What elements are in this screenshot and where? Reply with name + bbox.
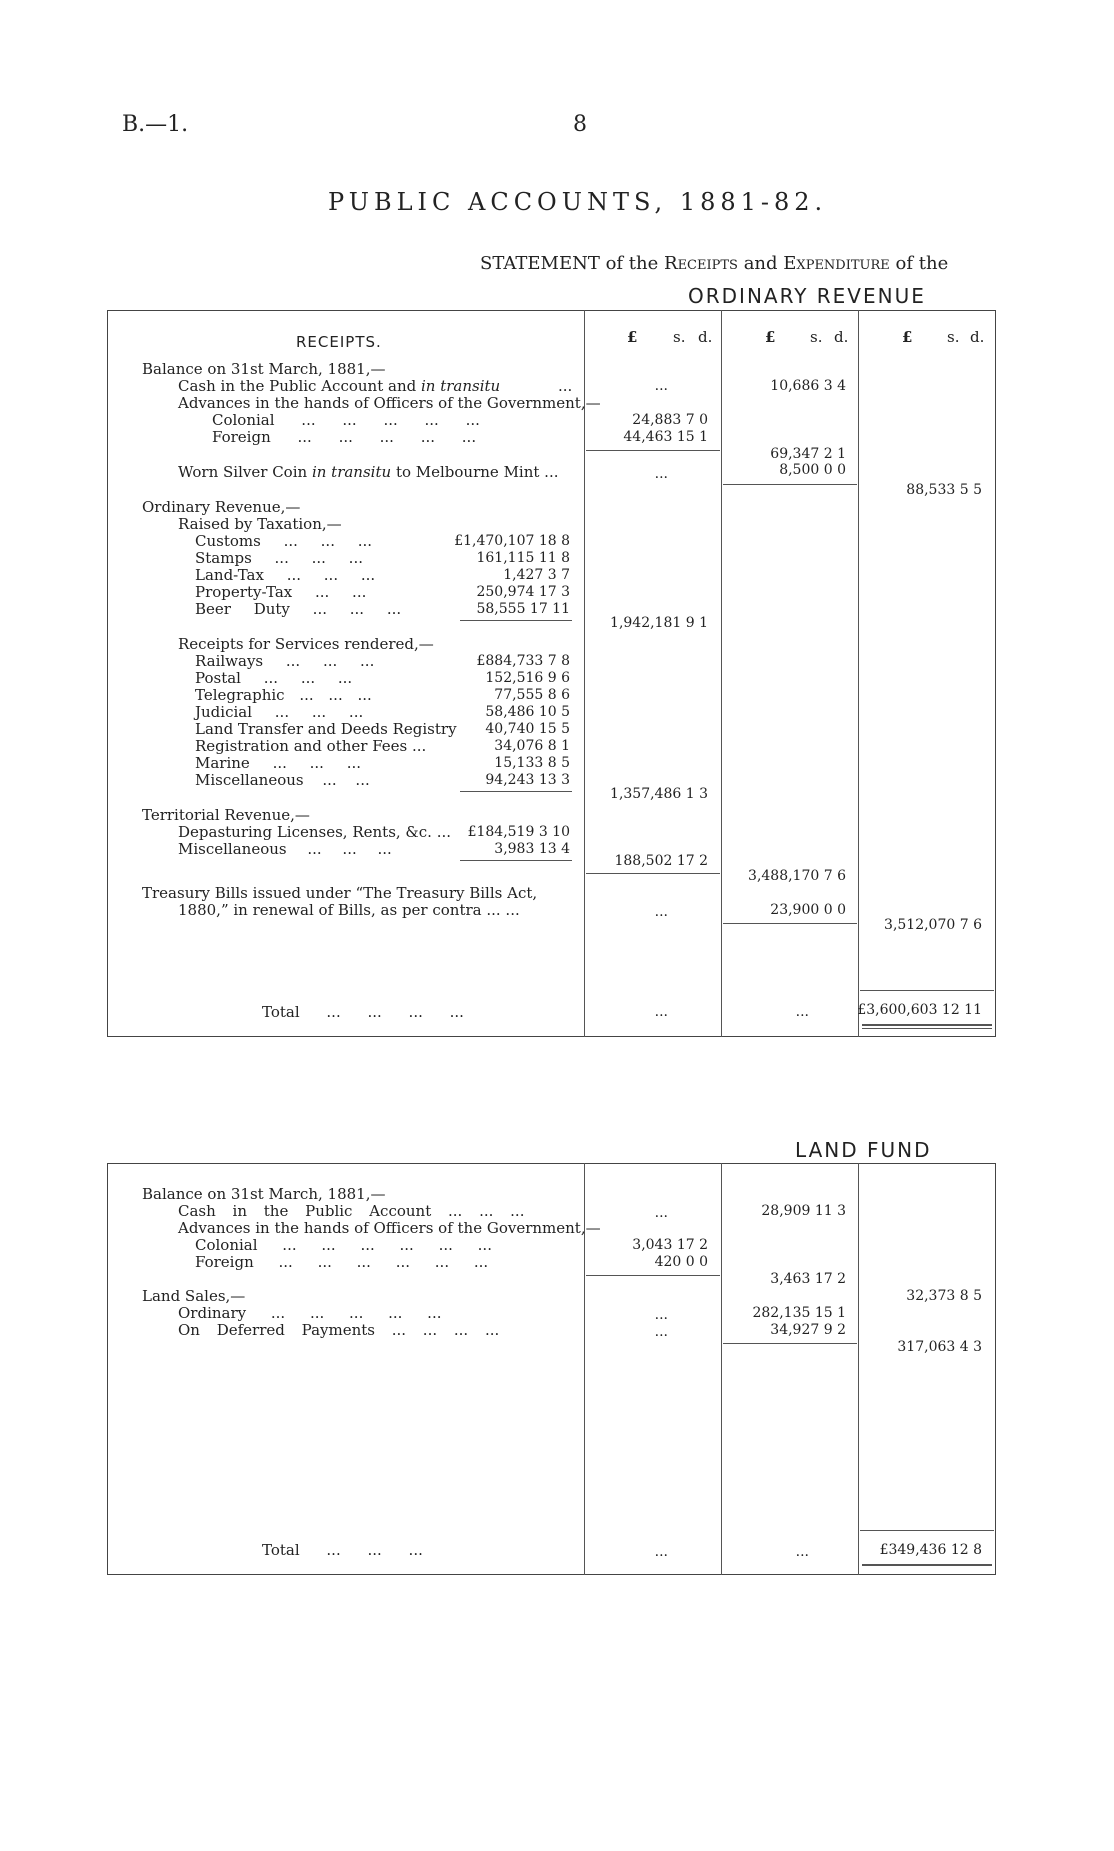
lf-line-foreign: Foreign ... ... ... ... ... ... [195, 1253, 489, 1271]
amount-territorial-misc: 3,983 13 4 [494, 841, 570, 857]
amount-depasturing: £184,519 3 10 [467, 824, 570, 840]
amount-miscellaneous: 94,243 13 3 [485, 772, 570, 788]
col1-d-header: d. [698, 328, 713, 346]
lf-col1-cash: ... [654, 1205, 668, 1221]
lf-col-divider-3 [858, 1163, 859, 1575]
ordinary-revenue-title: ORDINARY REVENUE [688, 284, 926, 308]
lf-col3-total: £349,436 12 8 [879, 1542, 982, 1558]
statement-prefix: STATEMENT [480, 253, 600, 274]
amount-registration: 34,076 8 1 [494, 738, 570, 754]
line-treasury-1: Treasury Bills issued under “The Treasury Bills Act, [142, 884, 538, 902]
line-treasury-2: 1880,” in renewal of Bills, as per contra ... ... [178, 901, 520, 919]
line-foreign: Foreign ... ... ... ... ... [212, 428, 477, 446]
line-beer-duty: Beer Duty ... ... ... [195, 600, 402, 618]
col1-taxation: 1,942,181 9 1 [610, 615, 708, 631]
col1-treasury: ... [654, 904, 668, 920]
lf-col2-ordinary: 282,135 15 1 [752, 1305, 846, 1321]
amount-railways: £884,733 7 8 [476, 653, 570, 669]
lf-col2-advances-total: 3,463 17 2 [770, 1271, 846, 1287]
lf-line-balance: Balance on 31st March, 1881,— [142, 1185, 386, 1203]
amount-land-transfer: 40,740 15 5 [485, 721, 570, 737]
statement-of-the: of the [895, 253, 949, 274]
col2-treasury: 23,900 0 0 [770, 902, 846, 918]
line-miscellaneous: Miscellaneous ... ... [195, 771, 370, 789]
col1-territorial: 188,502 17 2 [614, 853, 708, 869]
line-cash-dots: ... [558, 377, 573, 395]
col1-services: 1,357,486 1 3 [610, 786, 708, 802]
page-number: 8 [573, 112, 587, 137]
statement-line [480, 253, 948, 274]
statement-expenditure: Expenditure [783, 253, 890, 274]
col3-s-header: s. [947, 328, 960, 346]
col-divider-3 [858, 310, 859, 1037]
amount-stamps: 161,115 11 8 [476, 550, 570, 566]
receipts-heading: RECEIPTS. [296, 333, 382, 351]
lf-line-land-sales: Land Sales,— [142, 1287, 246, 1305]
col1-cash: ... [654, 378, 668, 394]
land-fund-title: LAND FUND [795, 1138, 932, 1162]
lf-col-divider-2 [721, 1163, 722, 1575]
line-total: Total ... ... ... ... [262, 1003, 464, 1021]
line-land-tax: Land-Tax ... ... ... [195, 566, 376, 584]
lf-col1-deferred: ... [654, 1324, 668, 1340]
territorial-rule [460, 860, 572, 861]
lf-col3-total-rule [860, 1530, 994, 1531]
col1-advances-rule [586, 450, 720, 451]
lf-line-ordinary: Ordinary ... ... ... ... ... [178, 1304, 442, 1322]
line-land-transfer: Land Transfer and Deeds Registry [195, 720, 457, 738]
col2-treasury-rule [723, 923, 857, 924]
document-code: B.—1. [122, 112, 189, 137]
lf-col1-total: ... [654, 1544, 668, 1560]
line-depasturing: Depasturing Licenses, Rents, &c. ... [178, 823, 452, 841]
lf-col1-ordinary: ... [654, 1307, 668, 1323]
line-worn-silver: Worn Silver Coin in transitu to Melbourne Mint ... [178, 463, 559, 481]
line-telegraphic: Telegraphic ... ... ... [195, 686, 372, 704]
amount-marine: 15,133 8 5 [494, 755, 570, 771]
services-rule [460, 791, 572, 792]
lf-col2-total: ... [795, 1544, 809, 1560]
lf-col2-rule [723, 1343, 857, 1344]
col2-total: ... [795, 1004, 809, 1020]
line-railways: Railways ... ... ... [195, 652, 375, 670]
lf-line-cash: Cash in the Public Account ... ... ... [178, 1202, 525, 1220]
col3-double-rule-2 [862, 1028, 992, 1029]
col1-total: ... [654, 1004, 668, 1020]
col3-revenue: 3,512,070 7 6 [884, 917, 982, 933]
lf-col3-double-rule [862, 1564, 992, 1566]
amount-postal: 152,516 9 6 [485, 670, 570, 686]
lf-col3-balance: 32,373 8 5 [906, 1288, 982, 1304]
amount-customs: £1,470,107 18 8 [454, 533, 570, 549]
statement-of: of the [605, 253, 659, 274]
line-judicial: Judicial ... ... ... [195, 703, 364, 721]
statement-and: and [743, 253, 778, 274]
col2-d-header: d. [834, 328, 849, 346]
line-territorial-misc: Miscellaneous ... ... ... [178, 840, 392, 858]
lf-col1-rule [586, 1275, 720, 1276]
col2-cash: 10,686 3 4 [770, 378, 846, 394]
col1-pound-header: £ [627, 328, 638, 346]
line-property-tax: Property-Tax ... ... [195, 583, 367, 601]
line-cash: Cash in the Public Account and in transitu [178, 377, 501, 395]
taxation-rule [460, 620, 572, 621]
line-balance: Balance on 31st March, 1881,— [142, 360, 386, 378]
col2-s-header: s. [810, 328, 823, 346]
lf-line-total: Total ... ... ... [262, 1541, 423, 1559]
col3-double-rule-1 [862, 1024, 992, 1026]
col3-d-header: d. [970, 328, 985, 346]
col2-advances-total: 69,347 2 1 [770, 446, 846, 462]
col2-worn: 8,500 0 0 [779, 462, 846, 478]
lf-col2-cash: 28,909 11 3 [761, 1203, 846, 1219]
amount-judicial: 58,486 10 5 [485, 704, 570, 720]
page-title: PUBLIC ACCOUNTS, 1881-82. [328, 188, 828, 216]
statement-receipts: Receipts [664, 253, 738, 274]
col1-s-header: s. [673, 328, 686, 346]
line-advances: Advances in the hands of Officers of the Government,— [178, 394, 601, 412]
col1-colonial: 24,883 7 0 [632, 412, 708, 428]
line-marine: Marine ... ... ... [195, 754, 362, 772]
col2-balance-rule [723, 484, 857, 485]
col2-revenue-total: 3,488,170 7 6 [748, 868, 846, 884]
amount-beer-duty: 58,555 17 11 [476, 601, 570, 617]
col1-revenue-rule [586, 873, 720, 874]
lf-line-colonial: Colonial ... ... ... ... ... ... [195, 1236, 492, 1254]
amount-property-tax: 250,974 17 3 [476, 584, 570, 600]
line-colonial: Colonial ... ... ... ... ... [212, 411, 480, 429]
col3-balance: 88,533 5 5 [906, 482, 982, 498]
lf-line-advances: Advances in the hands of Officers of the Government,— [178, 1219, 601, 1237]
line-territorial: Territorial Revenue,— [142, 806, 310, 824]
lf-col1-colonial: 3,043 17 2 [632, 1237, 708, 1253]
col3-total-rule [860, 990, 994, 991]
col1-worn: ... [654, 466, 668, 482]
lf-col2-deferred: 34,927 9 2 [770, 1322, 846, 1338]
amount-telegraphic: 77,555 8 6 [494, 687, 570, 703]
line-ordinary-revenue: Ordinary Revenue,— [142, 498, 301, 516]
col-divider-1 [584, 310, 585, 1037]
line-registration: Registration and other Fees ... [195, 737, 427, 755]
col1-foreign: 44,463 15 1 [623, 429, 708, 445]
line-raised-by-taxation: Raised by Taxation,— [178, 515, 342, 533]
line-postal: Postal ... ... ... [195, 669, 353, 687]
lf-line-deferred: On Deferred Payments ... ... ... ... [178, 1321, 500, 1339]
line-services: Receipts for Services rendered,— [178, 635, 434, 653]
lf-col1-foreign: 420 0 0 [654, 1254, 708, 1270]
lf-col3-sales: 317,063 4 3 [897, 1339, 982, 1355]
amount-land-tax: 1,427 3 7 [503, 567, 570, 583]
col2-pound-header: £ [765, 328, 776, 346]
line-stamps: Stamps ... ... ... [195, 549, 363, 567]
col3-pound-header: £ [902, 328, 913, 346]
col-divider-2 [721, 310, 722, 1037]
line-customs: Customs ... ... ... [195, 532, 373, 550]
col3-total: £3,600,603 12 11 [857, 1002, 982, 1018]
